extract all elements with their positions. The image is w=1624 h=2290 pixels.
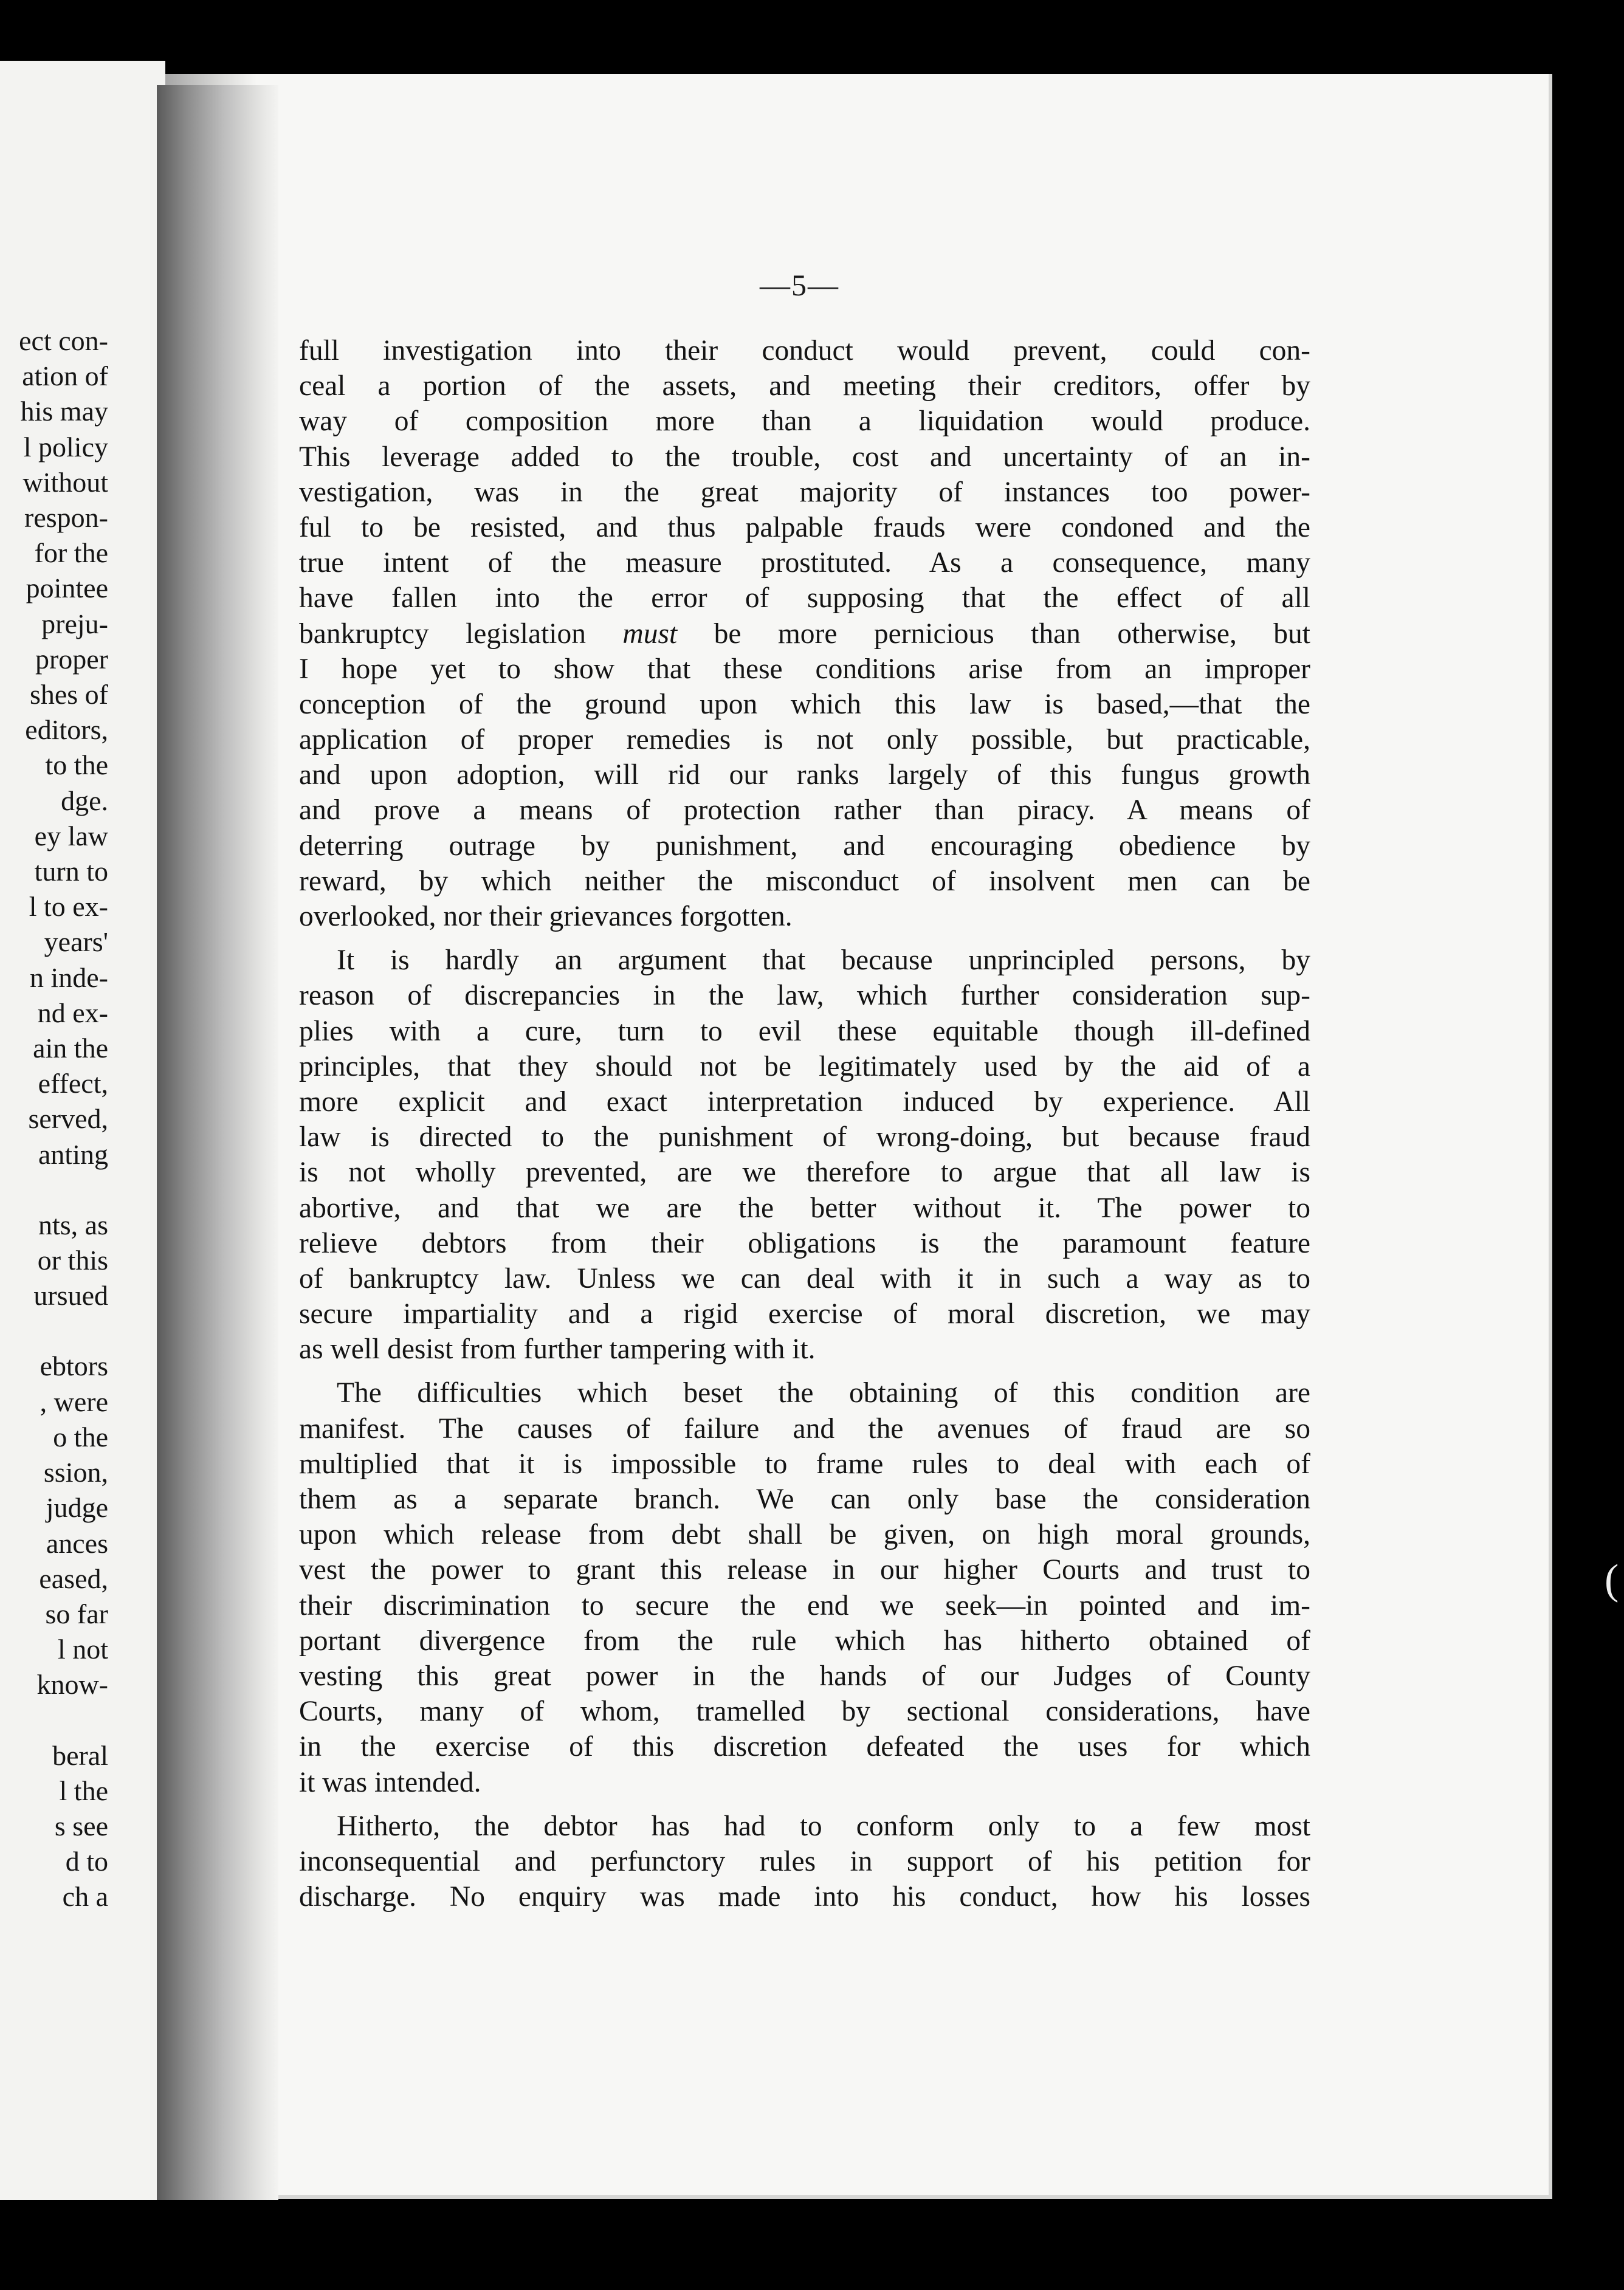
text-line: and upon adoption, will rid our ranks largely of this fungus growth <box>299 759 1310 791</box>
left-page-line: ation of <box>22 360 108 392</box>
left-page-line: ey law <box>34 820 108 851</box>
left-page-line: respon- <box>24 502 108 534</box>
text-line: overlooked, nor their grievances forgotten. <box>299 901 793 932</box>
right-edge-mark: ( <box>1605 1556 1619 1603</box>
left-page-line: so far <box>45 1598 108 1629</box>
left-page-line: nd ex- <box>37 997 108 1028</box>
left-page-line: , were <box>40 1386 108 1417</box>
left-page-line <box>19 1313 108 1349</box>
left-page-line: l the <box>59 1775 108 1806</box>
text-line: vest the power to grant this release in our higher Courts and trust to <box>299 1554 1310 1586</box>
text-line: their discrimination to secure the end we seek—in pointed and im- <box>299 1589 1310 1621</box>
text-line: ceal a portion of the assets, and meeting their creditors, offer by <box>299 370 1310 402</box>
left-page-line: preju- <box>41 608 108 639</box>
left-page-line: editors, <box>25 714 108 746</box>
text-line: way of composition more than a liquidation would produce. <box>299 405 1310 438</box>
text-line: plies with a cure, turn to evil these equitable though ill-defined <box>299 1015 1310 1047</box>
left-page-line: or this <box>37 1245 108 1276</box>
body-text <box>299 333 1310 1923</box>
left-page-line: shes of <box>29 679 108 710</box>
left-page-line: l policy <box>23 431 108 462</box>
text-line: conception of the ground upon which this law is based,—that the <box>299 688 1310 720</box>
left-page-line: ain the <box>33 1033 108 1064</box>
paragraph <box>299 1375 1310 1800</box>
text-line: true intent of the measure prostituted. As a consequence, many <box>299 547 1310 579</box>
left-page-line: nts, as <box>38 1209 108 1240</box>
left-page-line: o the <box>53 1421 108 1453</box>
text-line: it was intended. <box>299 1766 481 1798</box>
left-page-line: dge. <box>61 785 108 816</box>
left-page-line: d to <box>65 1846 108 1877</box>
paragraph <box>299 333 1310 934</box>
text-line: It is hardly an argument that because unprincipled persons, by <box>337 944 1310 977</box>
text-line: and prove a means of protection rather than piracy. A means of <box>299 794 1310 827</box>
left-page-line: ances <box>46 1527 108 1559</box>
left-page-line: eased, <box>39 1563 108 1594</box>
text-line: discharge. No enquiry was made into his conduct, how his losses <box>299 1881 1310 1913</box>
text-line: Courts, many of whom, tramelled by sectional considerations, have <box>299 1696 1310 1728</box>
text-line: inconsequential and perfunctory rules in support of his petition for <box>299 1845 1310 1877</box>
text-line: Hitherto, the debtor has had to conform only to a few most <box>337 1810 1310 1842</box>
left-page-line: judge <box>46 1492 108 1524</box>
text-line: as well desist from further tampering with it. <box>299 1333 816 1366</box>
italic-word: must <box>622 617 678 650</box>
left-page-line: served, <box>28 1103 108 1135</box>
text-line: them as a separate branch. We can only base the consideration <box>299 1484 1310 1515</box>
left-page-line: beral <box>52 1739 108 1771</box>
left-page-line: ursued <box>33 1280 108 1312</box>
text-line: This leverage added to the trouble, cost and uncertainty of an in- <box>299 441 1310 473</box>
left-page-line: years' <box>44 926 108 958</box>
left-page-line <box>19 1172 108 1208</box>
text-line: reason of discrepancies in the law, which further consideration sup- <box>299 980 1310 1012</box>
page-number: —5— <box>760 268 839 302</box>
text-line: in the exercise of this discretion defeated the uses for which <box>299 1731 1310 1763</box>
text-line: law is directed to the punishment of wrong-doing, but because fraud <box>299 1121 1310 1154</box>
text-line: abortive, and that we are the better without it. The power to <box>299 1192 1310 1224</box>
text-line: I hope yet to show that these conditions arise from an improper <box>299 653 1310 685</box>
text-line: of bankruptcy law. Unless we can deal with it in such a way as to <box>299 1262 1310 1295</box>
left-page-line: know- <box>36 1669 108 1700</box>
text-line: is not wholly prevented, are we therefore to argue that all law is <box>299 1157 1310 1189</box>
text-line: have fallen into the error of supposing that the effect of all <box>299 582 1310 614</box>
left-facing-page <box>0 61 165 2200</box>
text-line: manifest. The causes of failure and the avenues of fraud are so <box>299 1412 1310 1445</box>
text-line: bankruptcy legislation must be more pernicious than otherwise, but <box>299 617 1310 650</box>
left-page-text <box>19 323 108 1915</box>
text-line: secure impartiality and a rigid exercise of moral discretion, we may <box>299 1298 1310 1330</box>
left-page-line: ssion, <box>43 1457 108 1488</box>
text-line: principles, that they should not be legitimately used by the aid of a <box>299 1050 1310 1082</box>
text-line: reward, by which neither the misconduct of insolvent men can be <box>299 865 1310 897</box>
text-line: ful to be resisted, and thus palpable frauds were condoned and the <box>299 511 1310 543</box>
left-page-line: proper <box>35 643 108 675</box>
text-line: multiplied that it is impossible to frame rules to deal with each of <box>299 1448 1310 1480</box>
text-line: The difficulties which beset the obtaining of this condition are <box>337 1377 1310 1409</box>
left-page-line: his may <box>20 396 108 427</box>
text-line: application of proper remedies is not only possible, but practicable, <box>299 724 1310 756</box>
text-line: upon which release from debt shall be given, on high moral grounds, <box>299 1519 1310 1551</box>
left-page-line: ect con- <box>19 325 108 356</box>
left-page-line: for the <box>34 537 108 569</box>
left-page-line: ch a <box>62 1881 108 1913</box>
left-page-line: turn to <box>34 856 108 887</box>
text-line: deterring outrage by punishment, and encouraging obedience by <box>299 830 1310 862</box>
left-page-line <box>19 1703 108 1738</box>
left-page-line: to the <box>45 749 108 781</box>
text-line: full investigation into their conduct would prevent, could con- <box>299 335 1310 366</box>
left-page-line: pointee <box>26 572 108 604</box>
text-line: vestigation, was in the great majority of instances too power- <box>299 476 1310 508</box>
left-page-line: effect, <box>38 1068 108 1099</box>
paragraph <box>299 943 1310 1367</box>
text-line: more explicit and exact interpretation induced by experience. All <box>299 1085 1310 1118</box>
binding-gutter-shadow <box>157 85 278 2200</box>
paragraph <box>299 1809 1310 1915</box>
left-page-line: n inde- <box>29 961 108 993</box>
text-line: vesting this great power in the hands of our Judges of County <box>299 1660 1310 1692</box>
text-line: portant divergence from the rule which has hitherto obtained of <box>299 1625 1310 1657</box>
left-page-line: l to ex- <box>29 891 108 923</box>
left-page-line: ebtors <box>40 1350 108 1382</box>
text-line: relieve debtors from their obligations is the paramount feature <box>299 1227 1310 1259</box>
left-page-line: l not <box>57 1634 108 1665</box>
left-page-line: without <box>22 466 108 498</box>
left-page-line: s see <box>54 1810 108 1841</box>
left-page-line: anting <box>38 1138 108 1170</box>
